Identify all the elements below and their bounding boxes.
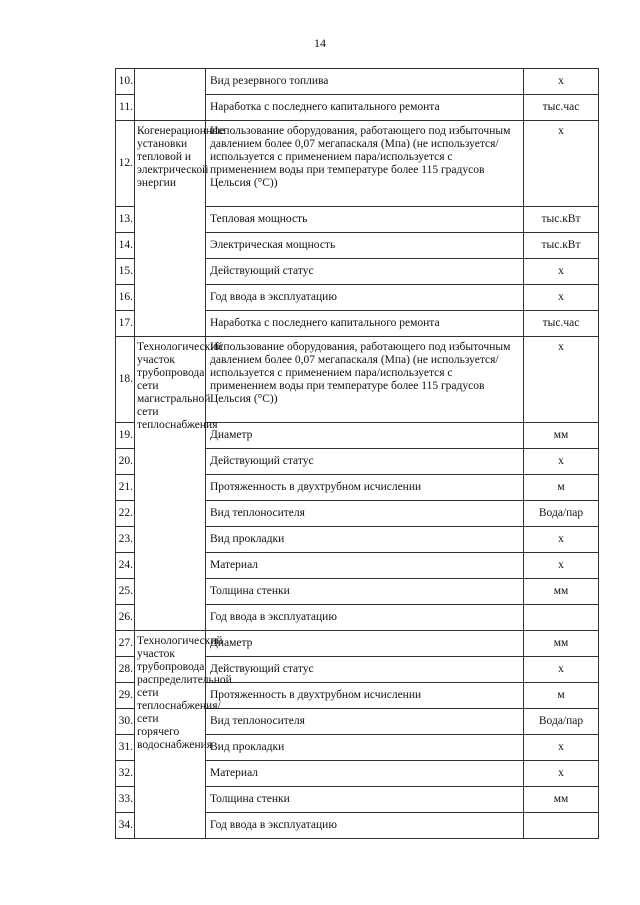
row-number: 18. [116, 337, 135, 423]
group-cell: Технологический участок трубопровода сети магистральной сети теплоснабжения [135, 337, 206, 631]
unit-cell: х [524, 337, 599, 423]
parameter-cell: Вид теплоносителя [206, 501, 524, 527]
unit-cell: Вода/пар [524, 501, 599, 527]
row-number: 19. [116, 423, 135, 449]
parameter-cell: Год ввода в эксплуатацию [206, 813, 524, 839]
unit-cell: х [524, 259, 599, 285]
row-number: 25. [116, 579, 135, 605]
parameter-cell: Электрическая мощность [206, 233, 524, 259]
row-number: 24. [116, 553, 135, 579]
group-cell: Технологический участок трубопровода распределительной сети теплоснабжения/ сети горячего водоснабжения [135, 631, 206, 839]
row-number: 28. [116, 657, 135, 683]
row-number: 10. [116, 69, 135, 95]
row-number: 15. [116, 259, 135, 285]
row-number: 21. [116, 475, 135, 501]
unit-cell [524, 605, 599, 631]
unit-cell: х [524, 285, 599, 311]
row-number: 29. [116, 683, 135, 709]
parameter-cell: Действующий статус [206, 449, 524, 475]
parameter-cell: Наработка с последнего капитального ремонта [206, 311, 524, 337]
table-row [116, 337, 599, 423]
unit-cell: х [524, 527, 599, 553]
table-row [116, 69, 599, 95]
unit-cell: х [524, 657, 599, 683]
parameter-cell: Наработка с последнего капитального ремонта [206, 95, 524, 121]
unit-cell: х [524, 121, 599, 207]
parameter-cell: Протяженность в двухтрубном исчислении [206, 683, 524, 709]
unit-cell [524, 813, 599, 839]
parameter-cell: Толщина стенки [206, 579, 524, 605]
row-number: 34. [116, 813, 135, 839]
parameter-cell: Вид резервного топлива [206, 69, 524, 95]
parameter-cell: Толщина стенки [206, 787, 524, 813]
row-number: 26. [116, 605, 135, 631]
parameter-cell: Год ввода в эксплуатацию [206, 605, 524, 631]
parameter-cell: Материал [206, 761, 524, 787]
row-number: 23. [116, 527, 135, 553]
unit-cell: мм [524, 579, 599, 605]
unit-cell: х [524, 553, 599, 579]
parameter-cell: Использование оборудования, работающего под избыточным давлением более 0,07 мегапаскаля (Мпа) (не используется/используется с применением пара/используется с применением воды при температуре более 115 градусов Цельсия (°С)) [206, 121, 524, 207]
unit-cell: м [524, 683, 599, 709]
group-cell: Когенерационные установки тепловой и электрической энергии [135, 121, 206, 337]
parameters-table [115, 68, 599, 839]
table-row [116, 631, 599, 657]
parameter-cell: Материал [206, 553, 524, 579]
unit-cell: тыс.час [524, 95, 599, 121]
parameter-cell: Вид прокладки [206, 735, 524, 761]
row-number: 12. [116, 121, 135, 207]
unit-cell: х [524, 761, 599, 787]
row-number: 17. [116, 311, 135, 337]
unit-cell: тыс.час [524, 311, 599, 337]
row-number: 33. [116, 787, 135, 813]
unit-cell: Вода/пар [524, 709, 599, 735]
table-row [116, 121, 599, 207]
unit-cell: мм [524, 423, 599, 449]
row-number: 22. [116, 501, 135, 527]
unit-cell: тыс.кВт [524, 233, 599, 259]
parameter-cell: Год ввода в эксплуатацию [206, 285, 524, 311]
unit-cell: х [524, 735, 599, 761]
parameter-cell: Действующий статус [206, 259, 524, 285]
parameter-cell: Вид прокладки [206, 527, 524, 553]
row-number: 13. [116, 207, 135, 233]
parameter-cell: Вид теплоносителя [206, 709, 524, 735]
parameter-cell: Тепловая мощность [206, 207, 524, 233]
parameter-cell: Диаметр [206, 631, 524, 657]
row-number: 32. [116, 761, 135, 787]
parameter-cell: Диаметр [206, 423, 524, 449]
page-number: 14 [314, 36, 326, 50]
row-number: 30. [116, 709, 135, 735]
unit-cell: мм [524, 787, 599, 813]
row-number: 16. [116, 285, 135, 311]
row-number: 31. [116, 735, 135, 761]
row-number: 14. [116, 233, 135, 259]
unit-cell: мм [524, 631, 599, 657]
parameter-cell: Действующий статус [206, 657, 524, 683]
unit-cell: х [524, 449, 599, 475]
row-number: 20. [116, 449, 135, 475]
parameter-cell: Протяженность в двухтрубном исчислении [206, 475, 524, 501]
unit-cell: х [524, 69, 599, 95]
unit-cell: тыс.кВт [524, 207, 599, 233]
row-number: 27. [116, 631, 135, 657]
row-number: 11. [116, 95, 135, 121]
unit-cell: м [524, 475, 599, 501]
group-cell [135, 69, 206, 121]
parameter-cell: Использование оборудования, работающего под избыточным давлением более 0,07 мегапаскаля (Мпа) (не используется/используется с применением пара/используется с применением воды при температуре более 115 градусов Цельсия (°С)) [206, 337, 524, 423]
